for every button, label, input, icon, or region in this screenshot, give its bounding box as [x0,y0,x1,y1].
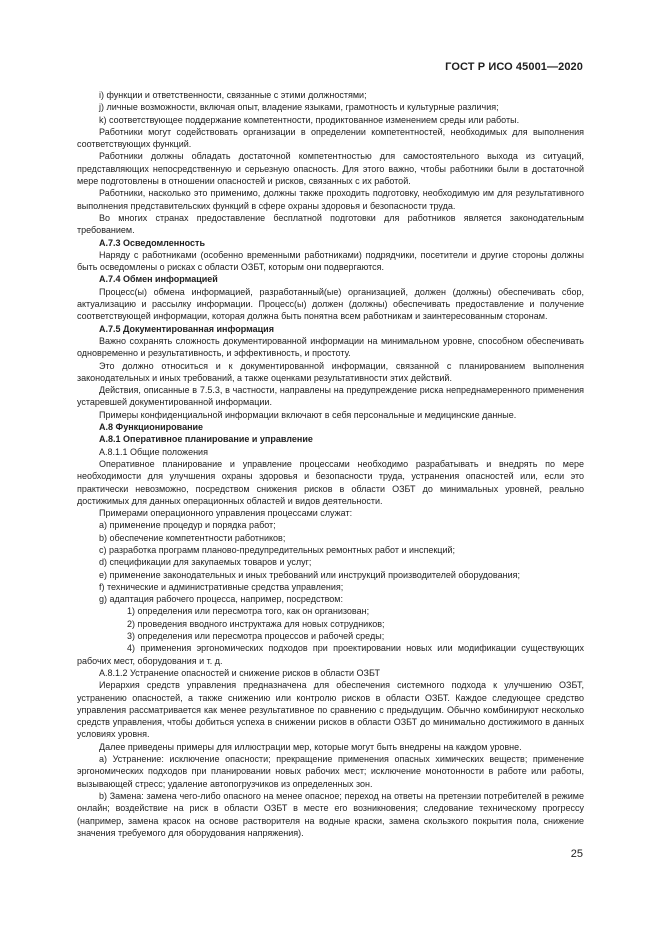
paragraph: Иерархия средств управления предназначена для обеспечения системного подхода к улучшению ОЗБТ, устранению опасностей, а также снижению или контролю рисков в области ОЗБТ. Каждое следующее средство управления рассматривается как менее результативное по сравнению с предыдущим. Обычно комбинируют несколько средств управления, чтобы добиться успеха в снижении рисков в области ОЗБТ до минимально достижимого в данных условиях уровня. [77,680,584,740]
paragraph: Далее приведены примеры для иллюстрации мер, которые могут быть внедрены на каждом уровне. [99,741,522,752]
subsection-title: А.8.1.2 Устранение опасностей и снижение рисков в области ОЗБТ [99,667,380,678]
paragraph: Действия, описанные в 7.5.3, в частности, направлены на предупреждение риска непреднамеренного применения устаревшей документированной информации. [77,385,584,408]
section-heading: А.8.1 Оперативное планирование и управление [99,434,313,445]
paragraph: Примеры конфиденциальной информации включают в себя персональные и медицинские данные. [99,409,517,420]
list-item: a) применение процедур и порядка работ; [99,520,276,531]
list-item: i) функции и ответственности, связанные с этими должностями; [99,90,367,100]
paragraph: Оперативное планирование и управление процессами необходимо разрабатывать и внедрять по мере необходимости для улучшения охраны здоровья и безопасности труда, устранения опасностей или, если это практически невозможно, посредством снижения рисков в области ОЗБТ до минимальных уровней, реально достижимых для данных операционных областей и видов деятельности. [77,458,584,506]
document-body [77,89,584,839]
paragraph: Примерами операционного управления процессами служат: [99,508,353,519]
paragraph: Наряду с работниками (особенно временными работниками) подрядчики, посетители и другие стороны должны быть осведомлены о рисках с области ОЗБТ, которым они подвергаются. [77,249,584,273]
paragraph: Во многих странах предоставление бесплатной подготовки для работников является законодательным требованием. [77,212,584,236]
list-item: f) технические и административные средства управления; [99,581,344,592]
list-item: c) разработка программ планово-предупредительных ремонтных работ и инспекций; [99,544,456,555]
page-number: 25 [570,848,583,860]
section-heading: А.7.3 Осведомленность [99,237,205,248]
paragraph: a) Устранение: исключение опасности; прекращение применения опасных химических веществ; применение эргономических подходов при планировании новых рабочих мест; исключение монотонности в работе или работы, вызывающей стресс; удаление автопогрузчиков из определенных зон. [77,754,584,789]
paragraph: Это должно относиться и к документированной информации, связанной с планированием выполнения законодательных и иных требований, а также оценками результативности этих действий. [77,360,584,383]
list-item: e) применение законодательных и иных требований или инструкций производителей оборудования; [99,569,520,580]
document-header: ГОСТ Р ИСО 45001—2020 [445,61,583,73]
sub-list-item: 3) определения или пересмотра процессов и рабочей среды; [127,631,385,642]
paragraph: Работники, насколько это применимо, должны также проходить подготовку, необходимую им для результативного выполнения представительских функций в сфере охраны здоровья и безопасности труда. [77,188,584,211]
paragraph: Работники должны обладать достаточной компетентностью для самостоятельного выхода из ситуаций, представляющих непосредственную и серьезную опасность. Для этого важно, чтобы работники были в достаточной мере подготовлены в отношении опасностей и рисков, связанных с их работой. [77,151,584,187]
paragraph: Работники могут содействовать организации в определении компетентностей, необходимых для выполнения соответствующих функций. [77,126,584,150]
paragraph: Процесс(ы) обмена информацией, разработанный(ые) организацией, должен (должны) обеспечивать сбор, актуализацию и рассылку информации. Процесс(ы) должен (должны) обеспечивать предоставление и получение соответствующей информации, которая должна быть понятна всем работникам и заинтересованным сторонам. [77,286,584,322]
paragraph: Важно сохранять сложность документированной информации на минимальном уровне, способном обеспечивать одновременно и результативность, и эффективность, и простоту. [77,335,584,359]
section-heading: А.8 Функционирование [99,422,204,433]
list-item: k) соответствующее поддержание компетентности, продиктованное изменением среды или работы. [99,114,520,125]
section-heading: А.7.5 Документированная информация [99,323,274,334]
sub-list-item: 1) определения или пересмотра того, как он организован; [127,606,370,617]
paragraph: b) Замена: замена чего-либо опасного на менее опасное; переход на ответы на претензии потребителей в режиме онлайн; воздействие на риск в области ОЗБТ в месте его возникновения; следование техническому прогрессу (например, замена красок на основе растворителя на водные краски, замена скользкого покрытия пола, снижение значения требуемого для оборудования напряжения). [77,790,584,838]
sub-list-item: 2) проведения вводного инструктажа для новых сотрудников; [127,618,385,629]
section-heading: А.7.4 Обмен информацией [99,274,218,285]
subsection-title: А.8.1.1 Общие положения [99,446,208,457]
list-item: g) адаптация рабочего процесса, например, посредством: [99,594,343,605]
list-item: b) обеспечение компетентности работников; [99,532,286,543]
list-item: d) спецификации для закупаемых товаров и услуг; [99,557,312,568]
sub-list-item: 4) применения эргономических подходов при проектировании новых или модификации существующих рабочих мест, оборудования и т. д. [77,643,584,666]
list-item: j) личные возможности, включая опыт, владение языками, грамотность и культурные различия; [99,102,499,113]
